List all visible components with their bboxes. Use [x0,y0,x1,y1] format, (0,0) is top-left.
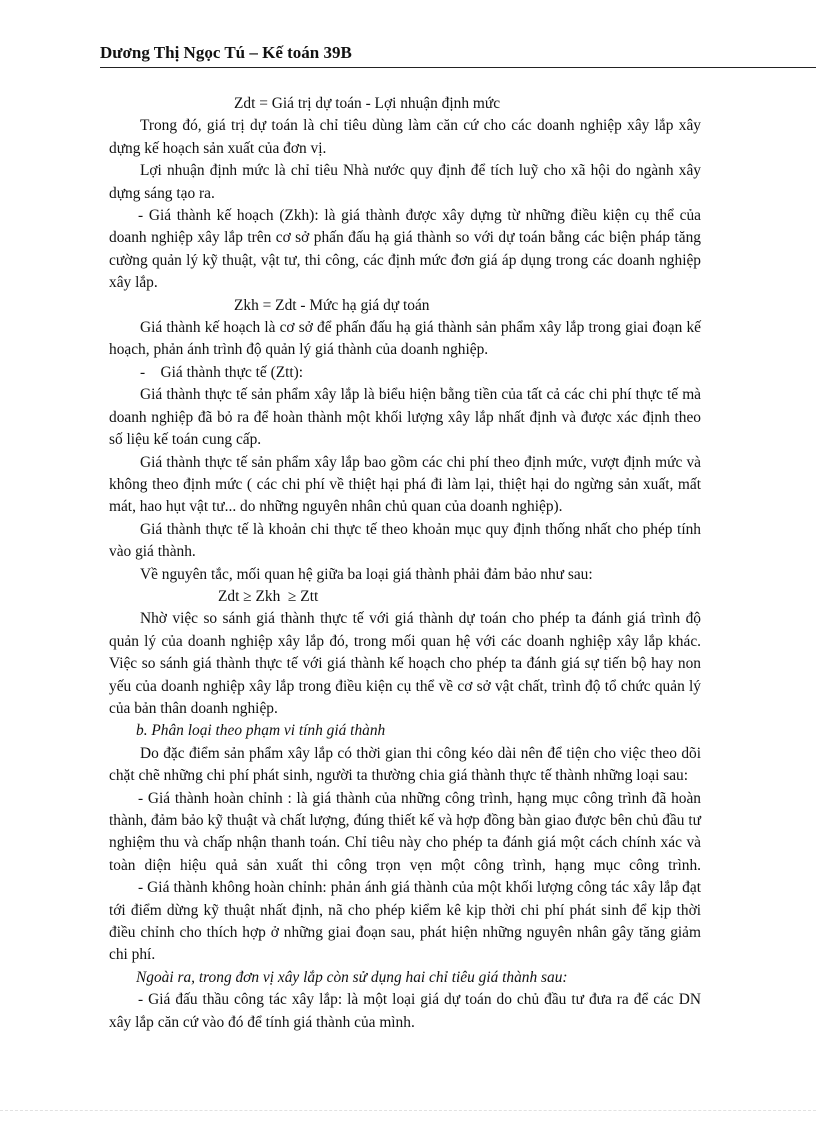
subheading-actual-cost: - Giá thành thực tế (Ztt): [140,363,304,381]
document-body [109,93,701,1034]
section-heading-b: b. Phân loại theo phạm vi tính giá thành [136,722,386,740]
paragraph: Giá thành thực tế sản phẩm xây lắp là biểu hiện bằng tiền của tất cả các chi phí thực tế mà doanh nghiệp đã bỏ ra để hoàn thành một khối lượng xây lắp nhất định và được xác định theo số liệu kế toán cung cấp. [109,386,701,449]
paragraph: Về nguyên tắc, mối quan hệ giữa ba loại giá thành phải đảm bảo như sau: [140,565,593,583]
paragraph: - Giá thành không hoàn chỉnh: phản ánh giá thành của một khối lượng công tác xây lắp đạt tới điểm dừng kỹ thuật nhất định, nã cho phép kiểm kê kịp thời chi phí phát sinh để kịp thời điều chỉnh cho thích hợp ở những giai đoạn sau, phát hiện những nguyên nhân gây tăng giảm chi phí. [109,879,701,964]
paragraph: - Giá thành kế hoạch (Zkh): là giá thành được xây dựng từ những điều kiện cụ thể của doanh nghiệp xây lắp trên cơ sở phấn đấu hạ giá thành so với dự toán bằng các biện pháp tăng cường quản lý kỹ thuật, vật tư, thi công, các định mức đơn giá áp dụng trong các doanh nghiệp xây lắp. [109,207,701,292]
section-note: Ngoài ra, trong đơn vị xây lắp còn sử dụng hai chỉ tiêu giá thành sau: [136,968,568,986]
paragraph: - Giá thành hoàn chỉnh : là giá thành của những công trình, hạng mục công trình đã hoàn thành, đảm bảo kỹ thuật và chất lượng, đúng thiết kế và hợp đồng bàn giao được bên chủ đầu tư nghiệm thu và chấp nhận thanh toán. Chỉ tiêu này cho phép ta đánh giá một cách chính xác và toàn diện hiệu quả sản xuất thi công trọn vẹn một công trình, hạng mục công trình. [109,789,701,874]
formula-zdt: Zdt = Giá trị dự toán - Lợi nhuận định mức [234,95,501,112]
paragraph: Do đặc điểm sản phẩm xây lắp có thời gian thi công kéo dài nên để tiện cho việc theo dõi chặt chẽ những chi phí phát sinh, người ta thường chia giá thành thực tế thành những loại sau: [109,744,701,785]
formula-zkh: Zkh = Zdt - Mức hạ giá dự toán [234,296,430,314]
paragraph: Trong đó, giá trị dự toán là chỉ tiêu dùng làm căn cứ cho các doanh nghiệp xây lắp xây dựng kế hoạch sản xuất của đơn vị. [109,117,701,157]
paragraph: Nhờ việc so sánh giá thành thực tế với giá thành dự toán cho phép ta đánh giá trình độ quản lý của doanh nghiệp xây lắp đó, trong mối quan hệ với các doanh nghiệp xây lắp khác. Việc so sánh giá thành thực tế với giá thành kế hoạch cho phép ta đánh giá sự tiến bộ hay non yếu của doanh nghiệp xây lắp trong điều kiện cụ thể về cơ sở vật chất, trình độ tổ chức quản lý của bản thân doanh nghiệp. [109,610,701,717]
formula-inequality: Zdt ≥ Zkh ≥ Ztt [218,587,319,605]
page-header: Dương Thị Ngọc Tú – Kế toán 39B [100,43,816,68]
paragraph: Giá thành kế hoạch là cơ sở để phấn đấu hạ giá thành sản phẩm xây lắp trong giai đoạn kế hoạch, phản ánh trình độ quản lý giá thành của doanh nghiệp. [109,319,701,359]
paragraph: Giá thành thực tế là khoản chi thực tế theo khoản mục quy định thống nhất cho phép tính vào giá thành. [109,520,701,561]
paragraph: Giá thành thực tế sản phẩm xây lắp bao gồm các chi phí theo định mức, vượt định mức và không theo định mức ( các chi phí về thiệt hại phá đi làm lại, thiệt hại do ngừng sản xuất, mất mát, hao hụt vật tư... do những nguyên nhân chủ quan của doanh nghiệp). [109,453,701,516]
paragraph: Lợi nhuận định mức là chỉ tiêu Nhà nước quy định để tích luỹ cho xã hội do ngành xây dựng sáng tạo ra. [109,162,701,202]
paragraph: - Giá đấu thầu công tác xây lắp: là một loại giá dự toán do chủ đầu tư đưa ra để các DN xây lắp căn cứ vào đó để tính giá thành của mình. [109,991,701,1031]
page-bottom-divider [0,1110,816,1111]
